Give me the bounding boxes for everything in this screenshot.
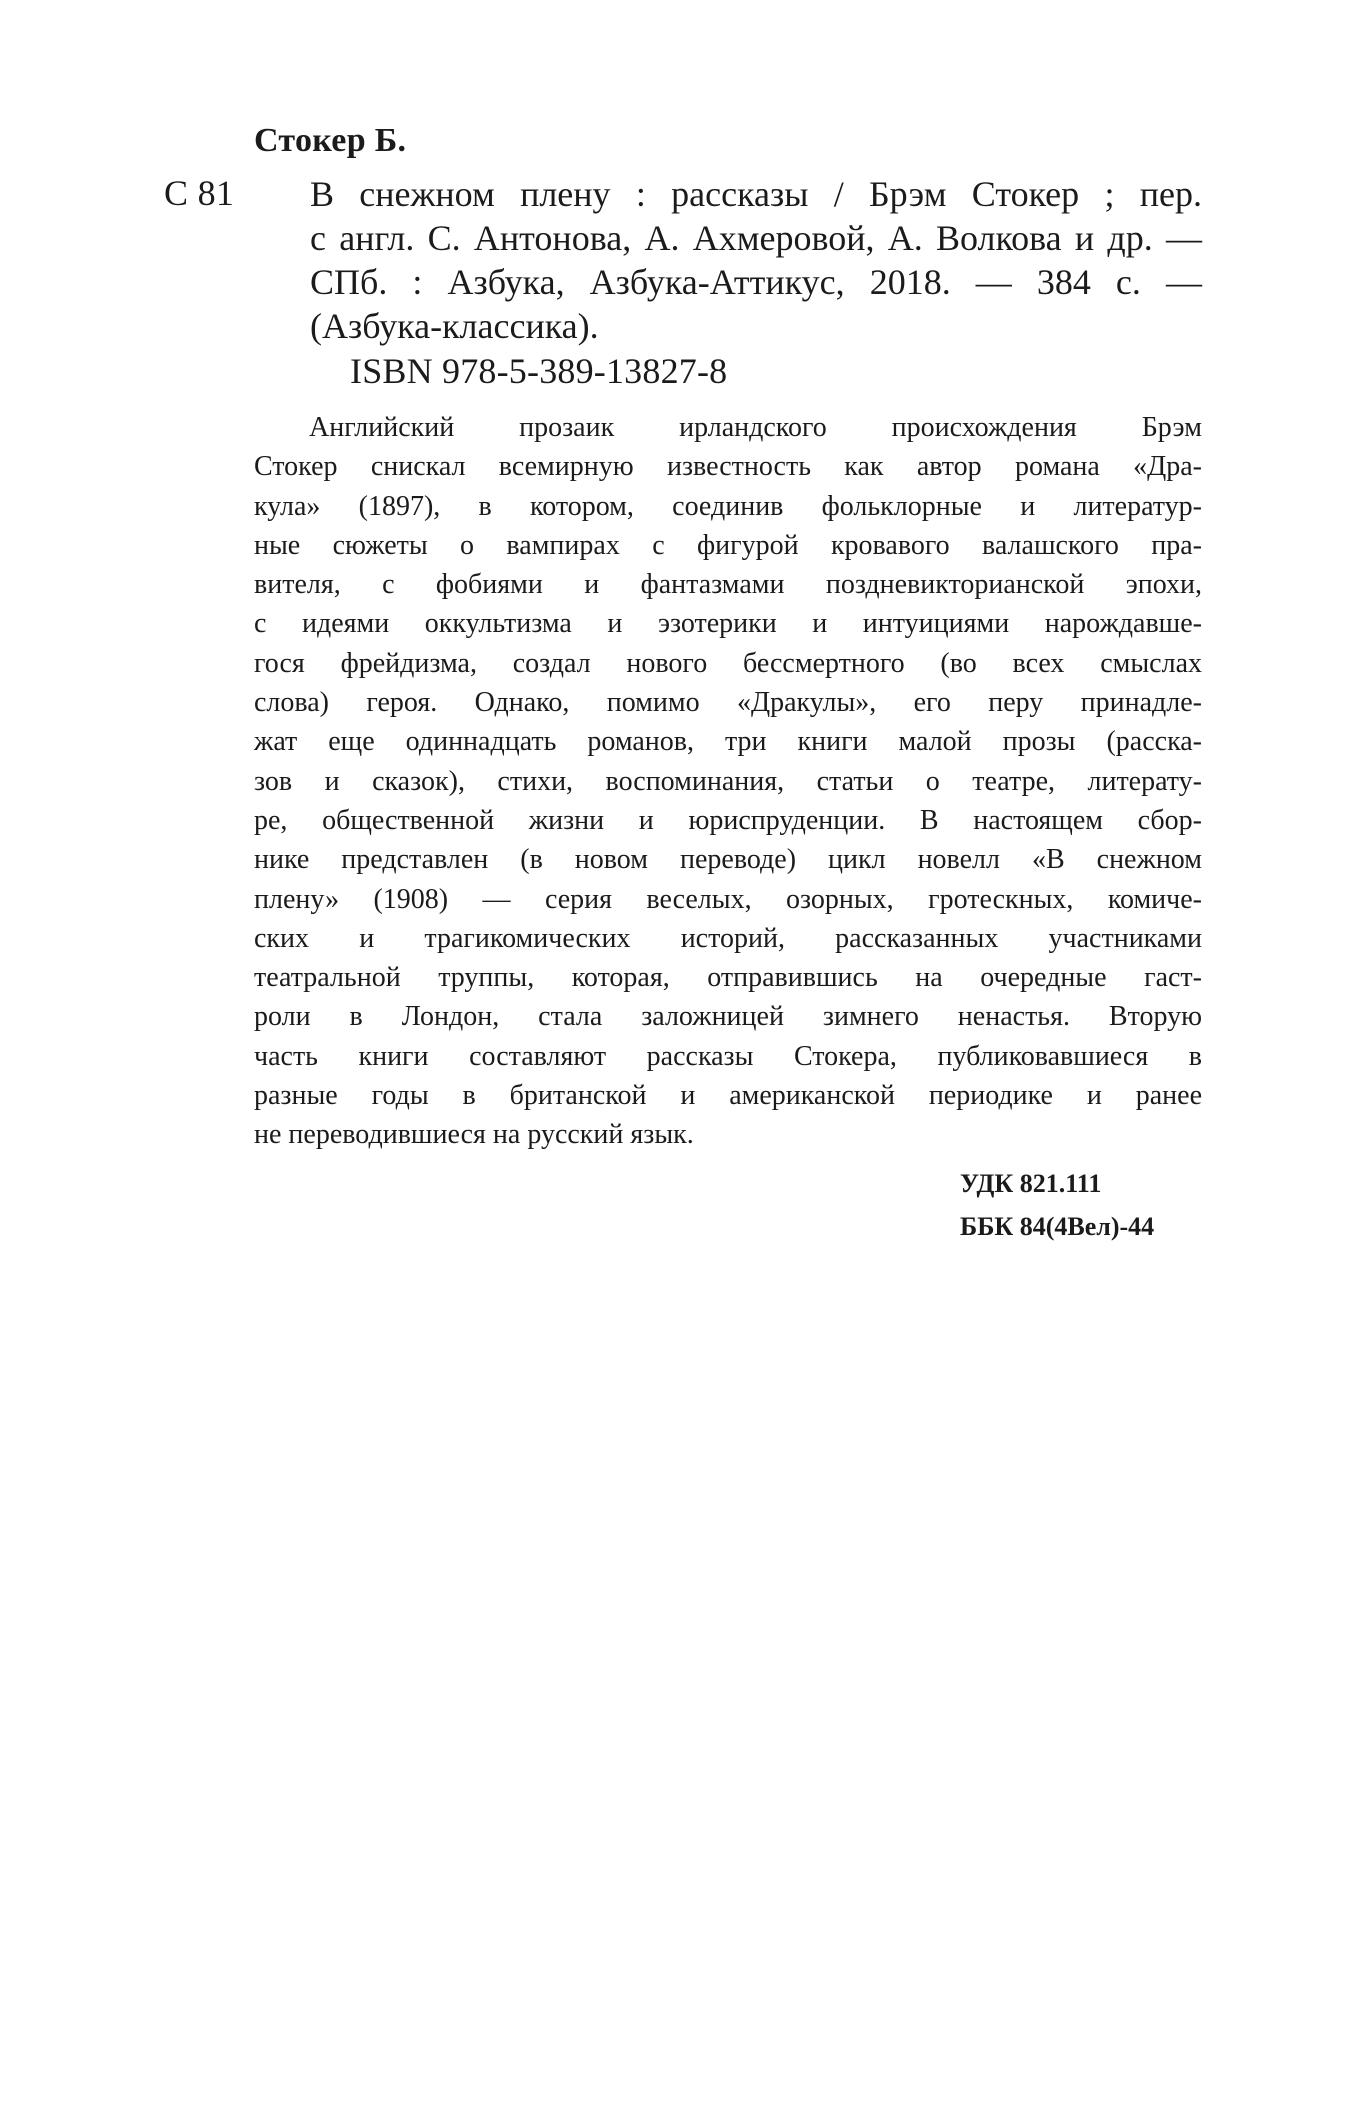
bibliographic-line: с англ. С. Антонова, А. Ахмеровой, А. Волкова и др. — (310, 218, 1202, 258)
annotation-line: жат еще одиннадцать романов, три книги малой прозы (расска- (254, 726, 1202, 758)
annotation-line: нике представлен (в новом переводе) цикл новелл «В снежном (254, 844, 1202, 876)
annotation-line: ре, общественной жизни и юриспруденции. В настоящем сбор- (254, 804, 1202, 836)
annotation-line: гося фрейдизма, создал нового бессмертного (во всех смыслах (254, 647, 1202, 679)
annotation-line: вителя, с фобиями и фантазмами поздневикторианской эпохи, (254, 569, 1202, 601)
annotation-line: театральной труппы, которая, отправившись на очередные гаст- (254, 962, 1202, 994)
annotation-line: кула» (1897), в котором, соединив фольклорные и литератур- (254, 490, 1202, 522)
isbn: ISBN 978-5-389-13827-8 (350, 351, 728, 391)
annotation-line: не переводившиеся на русский язык. (254, 1119, 694, 1151)
annotation-line: с идеями оккультизма и эзотерики и интуициями нарождавше- (254, 608, 1202, 640)
annotation-line: Стокер снискал всемирную известность как автор романа «Дра- (254, 451, 1202, 483)
annotation-line: ные сюжеты о вампирах с фигурой кровавого валашского пра- (254, 529, 1202, 561)
annotation-line: роли в Лондон, стала заложницей зимнего ненастья. Вторую (254, 1001, 1202, 1033)
annotation-line: разные годы в британской и американской периодике и ранее (254, 1080, 1202, 1112)
annotation (254, 408, 1202, 1155)
annotation-line: ских и трагикомических историй, рассказанных участниками (254, 922, 1202, 954)
author-heading: Стокер Б. (254, 122, 407, 159)
annotation-line: слова) героя. Однако, помимо «Дракулы», его перу принадле- (254, 687, 1202, 719)
author-code: С 81 (164, 173, 235, 213)
bbk-code: ББК 84(4Вел)-44 (960, 1212, 1155, 1241)
bibliographic-line: (Азбука-классика). (310, 306, 599, 346)
bibliographic-line: СПб. : Азбука, Азбука-Аттикус, 2018. — 384 с. — (310, 262, 1202, 302)
annotation-line: плену» (1908) — серия веселых, озорных, гротескных, комиче- (254, 883, 1202, 915)
bibliographic-line: В снежном плену : рассказы / Брэм Стокер ; пер. (310, 174, 1202, 214)
annotation-line: зов и сказок), стихи, воспоминания, статьи о театре, литерату- (254, 765, 1202, 797)
udk-code: УДК 821.111 (960, 1169, 1102, 1198)
annotation-line: Английский прозаик ирландского происхождения Брэм (309, 412, 1202, 443)
bibliographic-description (310, 172, 1202, 348)
annotation-line: часть книги составляют рассказы Стокера, публиковавшиеся в (254, 1040, 1202, 1072)
classification-codes (960, 1162, 1154, 1248)
